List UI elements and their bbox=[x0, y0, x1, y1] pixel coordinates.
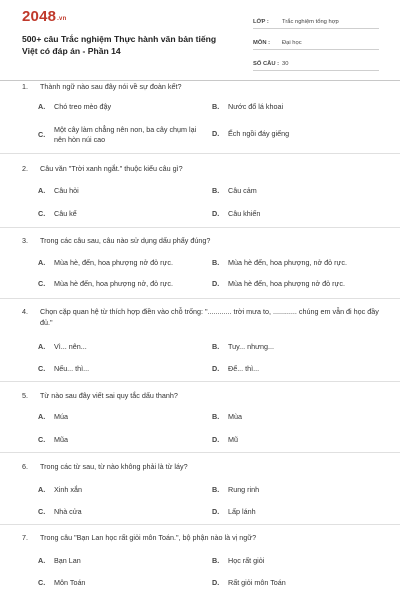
option-c[interactable] bbox=[38, 435, 68, 445]
option-letter: B. bbox=[212, 342, 220, 351]
option-letter: D. bbox=[212, 507, 220, 516]
question-6 bbox=[0, 461, 400, 525]
question-stem bbox=[0, 306, 380, 328]
option-letter: B. bbox=[212, 556, 220, 565]
option-d[interactable] bbox=[212, 364, 259, 374]
option-letter: A. bbox=[38, 102, 46, 111]
question-divider bbox=[0, 381, 400, 382]
meta-row-subject bbox=[253, 33, 379, 50]
option-letter: C. bbox=[38, 578, 46, 587]
option-b[interactable] bbox=[212, 186, 257, 196]
option-text: Mùa hè đến, hoa phượng, nở đỏ rực. bbox=[228, 258, 347, 267]
option-text: Rung rinh bbox=[228, 485, 260, 494]
meta-row-class bbox=[253, 12, 379, 29]
site-logo[interactable] bbox=[22, 8, 66, 25]
question-5 bbox=[0, 390, 400, 452]
question-text: Từ nào sau đây viết sai quy tắc dấu thanh? bbox=[40, 391, 178, 400]
option-letter: B. bbox=[212, 186, 220, 195]
option-text: Câu cảm bbox=[228, 186, 257, 195]
option-text: Ếch ngồi đáy giếng bbox=[228, 129, 290, 138]
option-a[interactable] bbox=[38, 556, 81, 566]
option-a[interactable] bbox=[38, 485, 82, 495]
option-text: Chó treo mèo đậy bbox=[54, 102, 112, 111]
option-letter: A. bbox=[38, 556, 46, 565]
option-text: Xinh xắn bbox=[54, 485, 82, 494]
meta-value: Đại học bbox=[282, 40, 302, 46]
option-a[interactable] bbox=[38, 412, 68, 422]
option-a[interactable] bbox=[38, 102, 111, 112]
question-stem bbox=[0, 235, 380, 246]
option-b[interactable] bbox=[212, 556, 264, 566]
option-letter: C. bbox=[38, 279, 46, 288]
option-d[interactable] bbox=[212, 435, 238, 445]
option-b[interactable] bbox=[212, 342, 274, 352]
document-title: 500+ câu Trắc nghiệm Thực hành văn bản tiếng Việt có đáp án - Phần 14 bbox=[22, 34, 217, 56]
option-text: Bạn Lan bbox=[54, 556, 81, 565]
option-text: Vì... nên... bbox=[54, 342, 87, 351]
question-divider bbox=[0, 524, 400, 525]
option-text: Học rất giỏi bbox=[228, 556, 265, 565]
option-c[interactable] bbox=[38, 125, 204, 145]
option-b[interactable] bbox=[212, 102, 283, 112]
question-stem bbox=[0, 532, 380, 543]
option-letter: A. bbox=[38, 258, 46, 267]
option-d[interactable] bbox=[212, 279, 345, 289]
question-text: Câu văn "Trời xanh ngắt." thuộc kiểu câu gì? bbox=[40, 164, 183, 173]
question-divider bbox=[0, 452, 400, 453]
option-letter: D. bbox=[212, 578, 220, 587]
logo-text: 2048 bbox=[22, 8, 57, 25]
question-text: Trong các từ sau, từ nào không phải là từ láy? bbox=[40, 462, 188, 471]
logo-suffix: .vn bbox=[57, 16, 67, 22]
meta-row-question-count bbox=[253, 54, 379, 71]
option-letter: C. bbox=[38, 130, 46, 139]
option-text: Nhà cửa bbox=[54, 507, 82, 516]
question-stem bbox=[0, 163, 380, 174]
question-text: Trong các câu sau, câu nào sử dụng dấu phẩy đúng? bbox=[40, 236, 211, 245]
option-text: Mùa hè, đến, hoa phượng nở đỏ rực. bbox=[54, 258, 173, 267]
option-text: Nếu... thì... bbox=[54, 364, 90, 373]
option-b[interactable] bbox=[212, 412, 242, 422]
option-letter: A. bbox=[38, 186, 46, 195]
option-letter: A. bbox=[38, 412, 46, 421]
option-letter: B. bbox=[212, 485, 220, 494]
option-letter: A. bbox=[38, 342, 46, 351]
option-text: Rất giỏi môn Toán bbox=[228, 578, 286, 587]
option-letter: D. bbox=[212, 435, 220, 444]
question-stem bbox=[0, 461, 380, 472]
option-text: Một cây làm chẳng nên non, ba cây chụm lại nên hòn núi cao bbox=[54, 125, 197, 144]
question-number: 2. bbox=[22, 164, 28, 173]
option-text: Mùa bbox=[228, 412, 242, 421]
option-text: Câu kể bbox=[54, 209, 77, 218]
question-divider bbox=[0, 153, 400, 154]
option-c[interactable] bbox=[38, 364, 89, 374]
option-letter: D. bbox=[212, 209, 220, 218]
option-letter: D. bbox=[212, 279, 220, 288]
question-stem bbox=[0, 390, 380, 401]
option-c[interactable] bbox=[38, 507, 82, 517]
option-text: Câu khiến bbox=[228, 209, 261, 218]
question-number: 6. bbox=[22, 462, 28, 471]
option-text: Múa bbox=[54, 412, 68, 421]
option-d[interactable] bbox=[212, 578, 286, 588]
option-a[interactable] bbox=[38, 342, 87, 352]
option-text: Tuy... nhưng... bbox=[228, 342, 274, 351]
meta-label: SỐ CÂU : bbox=[253, 61, 280, 67]
option-text: Câu hỏi bbox=[54, 186, 79, 195]
question-1 bbox=[0, 81, 400, 153]
option-letter: B. bbox=[212, 412, 220, 421]
option-b[interactable] bbox=[212, 258, 347, 268]
question-text: Trong câu "Bạn Lan học rất giỏi môn Toán.", bộ phận nào là vị ngữ? bbox=[40, 533, 257, 542]
option-text: Mùa hè đến, hoa phượng nở đỏ rực. bbox=[228, 279, 345, 288]
option-text: Môn Toán bbox=[54, 578, 86, 587]
question-number: 3. bbox=[22, 236, 28, 245]
meta-info bbox=[253, 12, 379, 75]
question-7 bbox=[0, 532, 400, 600]
question-text: Chọn cặp quan hệ từ thích hợp điền vào chỗ trống: "............ trời mưa to, ............ chúng em vẫn đi học đầy đủ." bbox=[40, 307, 379, 327]
option-a[interactable] bbox=[38, 186, 79, 196]
document-header bbox=[0, 0, 400, 80]
option-d[interactable] bbox=[212, 129, 289, 139]
question-divider bbox=[0, 298, 400, 299]
option-c[interactable] bbox=[38, 279, 173, 289]
option-d[interactable] bbox=[212, 507, 256, 517]
option-text: Mũa bbox=[54, 435, 68, 444]
meta-value: Trắc nghiệm tổng hợp bbox=[282, 19, 339, 25]
option-letter: C. bbox=[38, 507, 46, 516]
option-text: Lấp lánh bbox=[228, 507, 256, 516]
question-4 bbox=[0, 306, 400, 382]
option-c[interactable] bbox=[38, 209, 77, 219]
meta-value: 30 bbox=[282, 61, 289, 67]
option-text: Nước đổ lá khoai bbox=[228, 102, 284, 111]
option-b[interactable] bbox=[212, 485, 259, 495]
question-number: 4. bbox=[22, 307, 28, 316]
option-letter: D. bbox=[212, 364, 220, 373]
option-letter: C. bbox=[38, 435, 46, 444]
meta-label: LỚP : bbox=[253, 19, 269, 25]
question-divider bbox=[0, 227, 400, 228]
option-letter: B. bbox=[212, 258, 220, 267]
option-text: Mũ bbox=[228, 435, 238, 444]
option-letter: B. bbox=[212, 102, 220, 111]
option-letter: A. bbox=[38, 485, 46, 494]
option-d[interactable] bbox=[212, 209, 260, 219]
option-c[interactable] bbox=[38, 578, 85, 588]
question-3 bbox=[0, 235, 400, 299]
option-text: Để... thì... bbox=[228, 364, 260, 373]
option-text: Mùa hè đến, hoa phượng nở, đỏ rực. bbox=[54, 279, 173, 288]
option-letter: D. bbox=[212, 129, 220, 138]
question-number: 5. bbox=[22, 391, 28, 400]
question-number: 1. bbox=[22, 82, 28, 91]
meta-label: MÔN : bbox=[253, 40, 271, 46]
option-a[interactable] bbox=[38, 258, 173, 268]
question-number: 7. bbox=[22, 533, 28, 542]
option-letter: C. bbox=[38, 209, 46, 218]
question-2 bbox=[0, 163, 400, 227]
question-text: Thành ngữ nào sau đây nói về sự đoàn kết? bbox=[40, 82, 182, 91]
question-stem bbox=[0, 81, 380, 92]
option-letter: C. bbox=[38, 364, 46, 373]
